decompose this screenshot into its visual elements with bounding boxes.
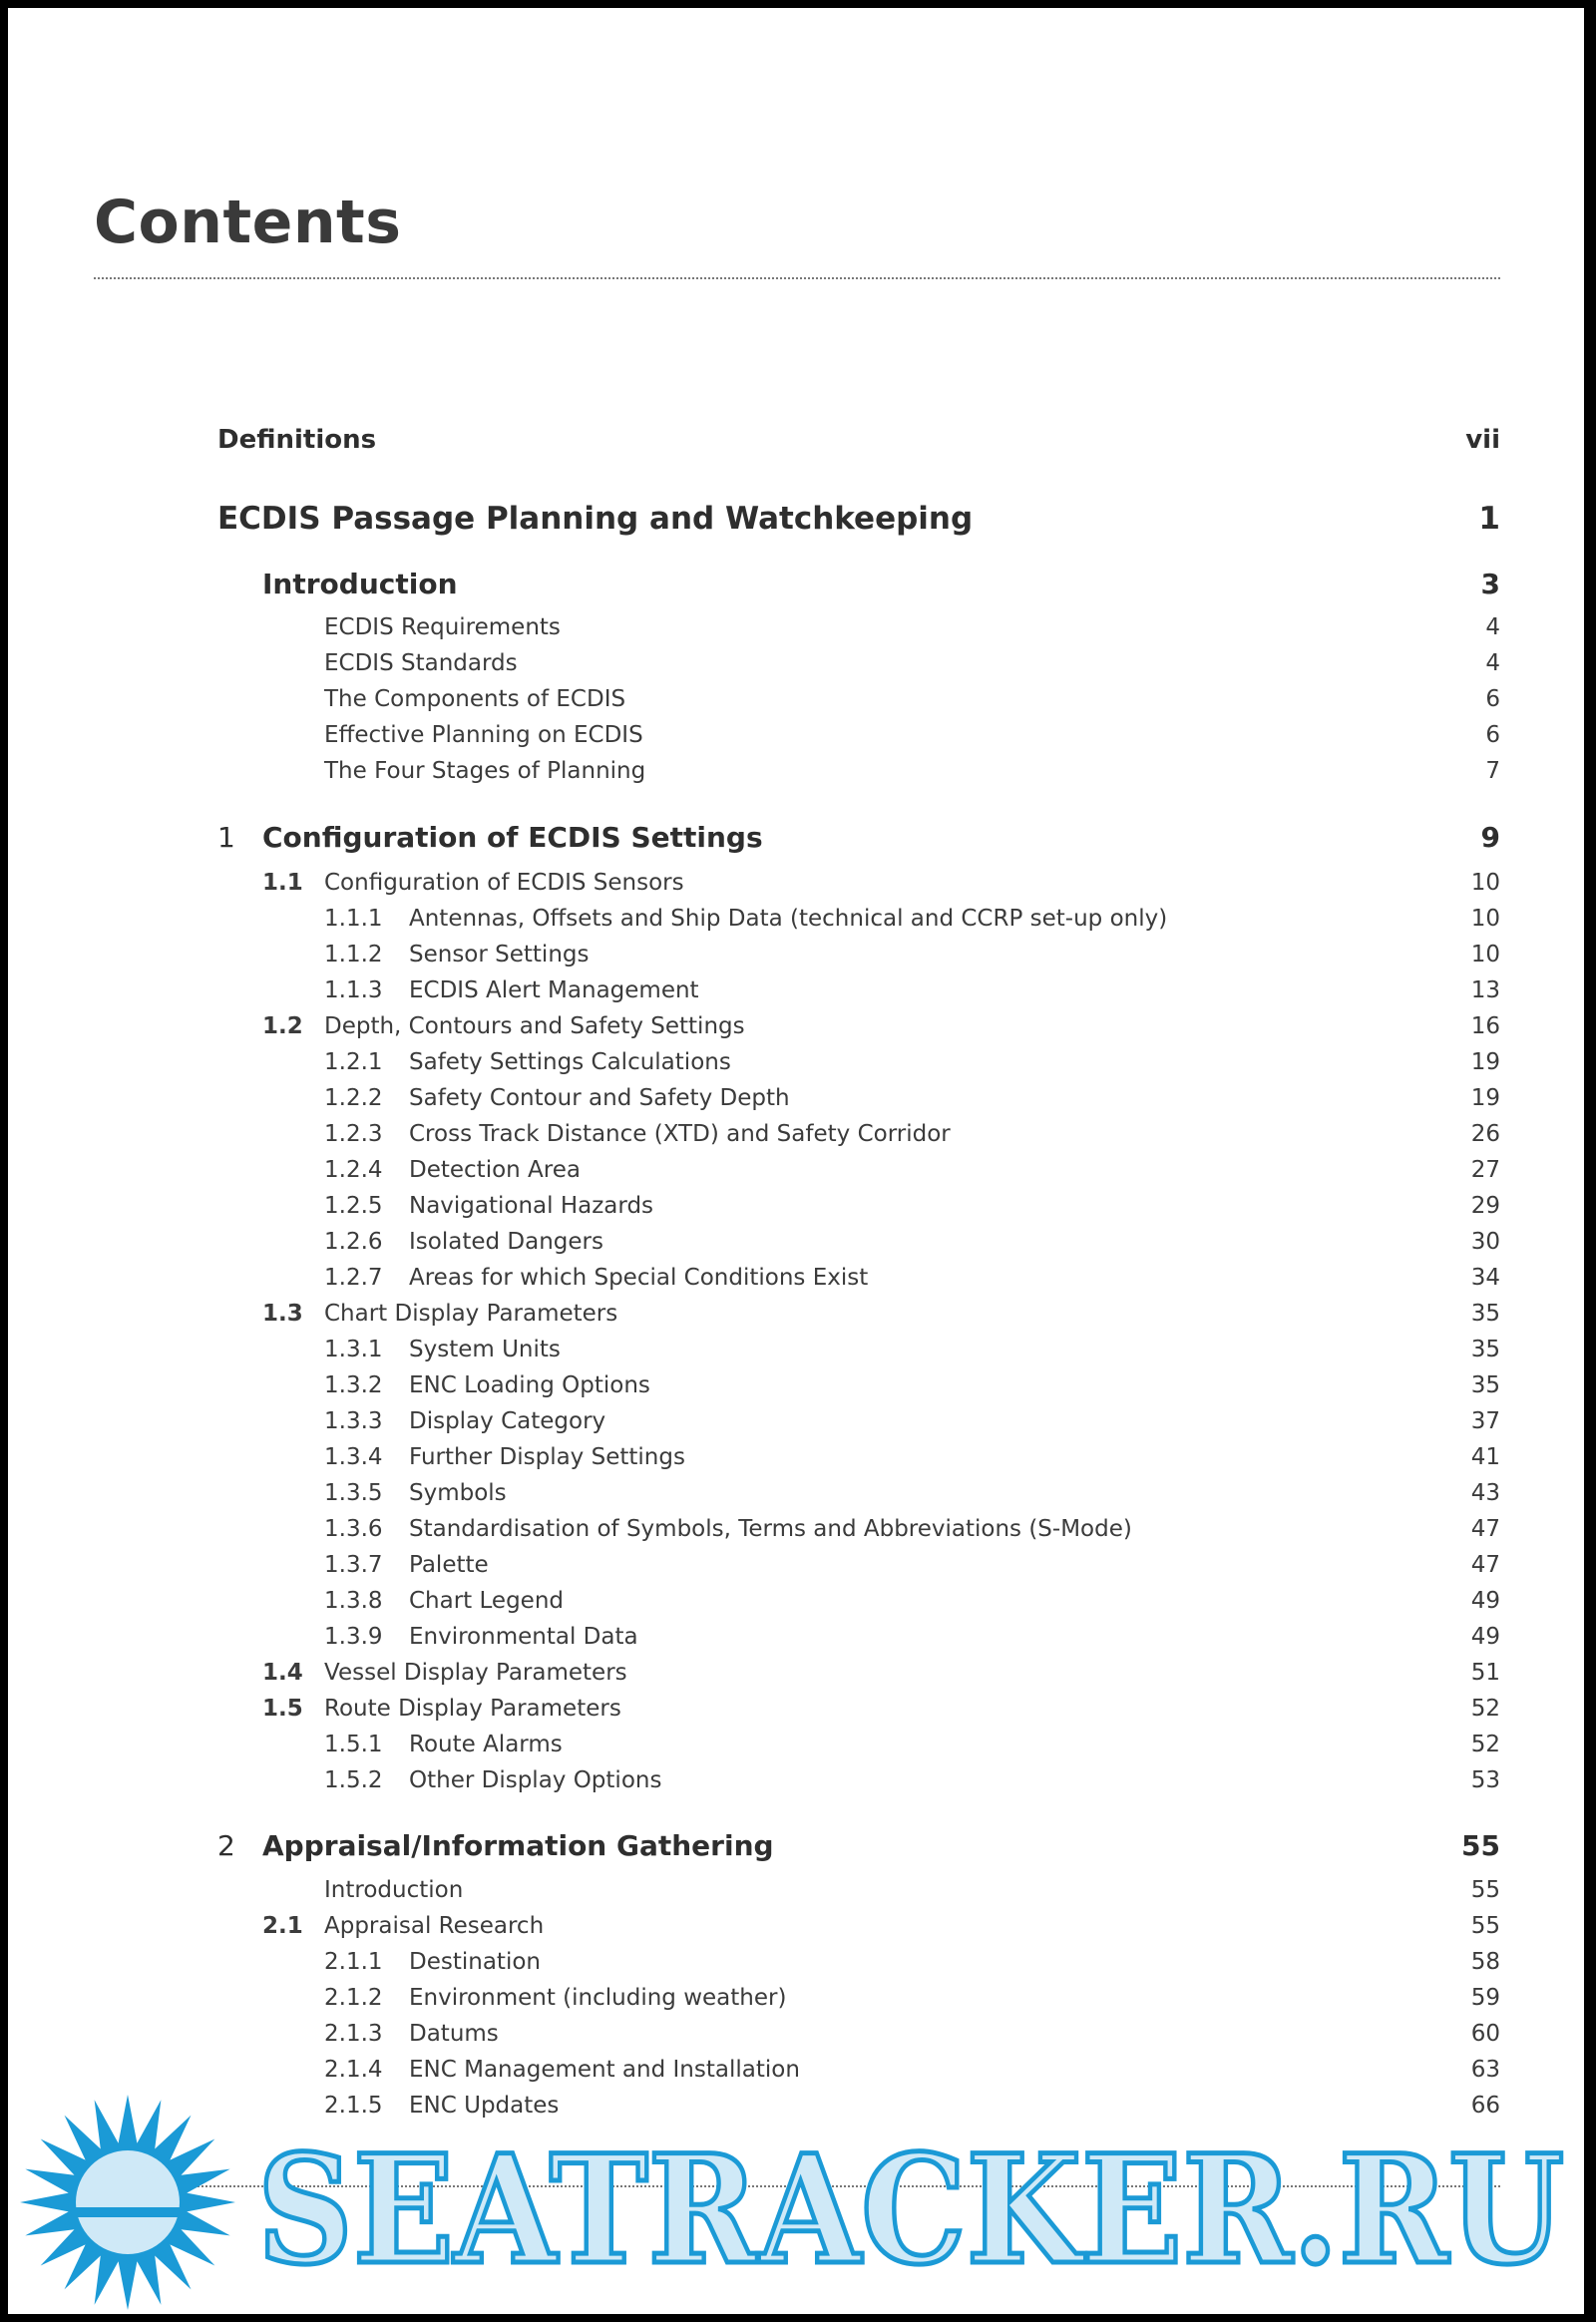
toc-page-number: 51	[1470, 1660, 1500, 1686]
toc-page-number: 35	[1470, 1337, 1500, 1362]
toc-subsection-number: 1.3.3	[324, 1408, 383, 1434]
toc-section-number: 2.1	[262, 1913, 303, 1939]
toc-entry-title: Standardisation of Symbols, Terms and Abbreviations (S-Mode)	[409, 1516, 1132, 1542]
toc-entry-title: Route Display Parameters	[324, 1696, 621, 1722]
toc-chapter-number: 2	[217, 1829, 235, 1862]
toc-page-number: 4	[1485, 614, 1500, 640]
toc-page-number: 43	[1470, 1480, 1500, 1506]
toc-page-number: 1	[1478, 501, 1500, 537]
toc-subsection-number: 1.2.4	[324, 1157, 383, 1183]
toc-entry-title: Areas for which Special Conditions Exist	[409, 1265, 869, 1291]
toc-page-number: 66	[1470, 2093, 1500, 2119]
toc-page-number: 26	[1470, 1121, 1500, 1147]
toc-subsection-number: 1.1.3	[324, 977, 383, 1003]
toc-page-number: 6	[1485, 686, 1500, 712]
toc-page-number: 63	[1470, 2057, 1500, 2083]
toc-subsection-number: 1.2.1	[324, 1049, 383, 1075]
toc-page-number: 49	[1470, 1588, 1500, 1614]
toc-entry-title: Configuration of ECDIS Sensors	[324, 870, 684, 896]
toc-entry-title: System Units	[409, 1337, 561, 1362]
toc-subsection-number: 1.3.5	[324, 1480, 383, 1506]
toc-page-number: 9	[1480, 821, 1500, 854]
toc-entry-title: Route Alarms	[409, 1732, 563, 1757]
toc-page-number: 16	[1470, 1013, 1500, 1039]
toc-subsection-number: 1.3.7	[324, 1552, 383, 1578]
toc-page-number: 53	[1470, 1767, 1500, 1793]
toc-subsection-number: 1.2.5	[324, 1193, 383, 1219]
sun-burst-icon	[20, 2095, 235, 2310]
toc-page-number: 7	[1485, 758, 1500, 784]
toc-subsection-number: 1.2.7	[324, 1265, 383, 1291]
toc-page-number: vii	[1465, 425, 1500, 455]
toc-page-number: 60	[1470, 2021, 1500, 2047]
toc-chapter-number: 1	[217, 821, 235, 854]
toc-page-number: 55	[1470, 1877, 1500, 1903]
toc-subsection-number: 1.2.2	[324, 1085, 383, 1111]
watermark	[8, 2093, 1584, 2314]
toc-entry-title: Further Display Settings	[409, 1444, 685, 1470]
toc-entry-title: Navigational Hazards	[409, 1193, 654, 1219]
footer-page-number: iii	[1472, 2208, 1489, 2232]
toc-page-number: 34	[1470, 1265, 1500, 1291]
watermark-text: SEATRACKER.RU	[257, 2123, 1564, 2298]
toc-entry-title: Appraisal/Information Gathering	[262, 1829, 774, 1862]
toc-subsection-number: 1.5.2	[324, 1767, 383, 1793]
toc-entry-title: ECDIS Passage Planning and Watchkeeping	[217, 501, 974, 537]
toc-page-number: 10	[1470, 870, 1500, 896]
toc-section-number: 1.1	[262, 870, 303, 896]
toc-page-number: 6	[1485, 722, 1500, 748]
toc-subsection-number: 2.1.5	[324, 2093, 383, 2119]
toc-page-number: 3	[1480, 568, 1500, 600]
toc-page-number: 27	[1470, 1157, 1500, 1183]
table-of-contents	[8, 8, 1584, 2314]
toc-entry-title: ENC Loading Options	[409, 1372, 650, 1398]
toc-subsection-number: 1.3.1	[324, 1337, 383, 1362]
toc-entry-title: Environmental Data	[409, 1624, 638, 1650]
toc-page-number: 37	[1470, 1408, 1500, 1434]
toc-page-number: 58	[1470, 1949, 1500, 1975]
page-title: Contents	[94, 188, 402, 257]
toc-section-number: 1.5	[262, 1696, 303, 1722]
toc-page-number: 29	[1470, 1193, 1500, 1219]
toc-subsection-number: 1.3.6	[324, 1516, 383, 1542]
toc-entry-title: Definitions	[217, 425, 377, 455]
toc-subsection-number: 1.1.2	[324, 942, 383, 968]
toc-page-number: 19	[1470, 1085, 1500, 1111]
toc-page-number: 47	[1470, 1516, 1500, 1542]
toc-entry-title: Antennas, Offsets and Ship Data (technical and CCRP set-up only)	[409, 906, 1168, 932]
toc-entry-title: Destination	[409, 1949, 541, 1975]
toc-page-number: 55	[1461, 1829, 1500, 1862]
toc-subsection-number: 1.2.3	[324, 1121, 383, 1147]
toc-entry-title: Sensor Settings	[409, 942, 590, 968]
toc-page-number: 59	[1470, 1985, 1500, 2011]
toc-entry-title: The Four Stages of Planning	[324, 758, 646, 784]
toc-page-number: 41	[1470, 1444, 1500, 1470]
toc-entry-title: Isolated Dangers	[409, 1229, 603, 1255]
toc-entry-title: Cross Track Distance (XTD) and Safety Corridor	[409, 1121, 951, 1147]
toc-subsection-number: 1.3.4	[324, 1444, 383, 1470]
toc-page-number: 49	[1470, 1624, 1500, 1650]
toc-entry-title: Detection Area	[409, 1157, 581, 1183]
toc-entry-title: Appraisal Research	[324, 1913, 545, 1939]
toc-page-number: 35	[1470, 1301, 1500, 1327]
toc-subsection-number: 2.1.3	[324, 2021, 383, 2047]
toc-page-number: 30	[1470, 1229, 1500, 1255]
toc-entry-title: Other Display Options	[409, 1767, 662, 1793]
toc-page-number: 10	[1470, 942, 1500, 968]
toc-entry-title: Depth, Contours and Safety Settings	[324, 1013, 745, 1039]
toc-page-number: 4	[1485, 650, 1500, 676]
toc-subsection-number: 2.1.1	[324, 1949, 383, 1975]
toc-entry-title: Chart Display Parameters	[324, 1301, 618, 1327]
toc-entry-title: Effective Planning on ECDIS	[324, 722, 643, 748]
toc-page-number: 19	[1470, 1049, 1500, 1075]
toc-entry-title: Symbols	[409, 1480, 507, 1506]
toc-section-number: 1.3	[262, 1301, 303, 1327]
toc-entry-title: Palette	[409, 1552, 489, 1578]
toc-page-number: 10	[1470, 906, 1500, 932]
toc-subsection-number: 1.3.2	[324, 1372, 383, 1398]
toc-entry-title: Chart Legend	[409, 1588, 565, 1614]
toc-entry-title: Configuration of ECDIS Settings	[262, 821, 763, 854]
toc-entry-title: ECDIS Alert Management	[409, 977, 699, 1003]
toc-page-number: 35	[1470, 1372, 1500, 1398]
toc-entry-title: ENC Updates	[409, 2093, 560, 2119]
toc-subsection-number: 1.3.8	[324, 1588, 383, 1614]
toc-section-number: 1.2	[262, 1013, 303, 1039]
toc-page-number: 47	[1470, 1552, 1500, 1578]
toc-entry-title: Safety Settings Calculations	[409, 1049, 731, 1075]
toc-page-number: 52	[1470, 1696, 1500, 1722]
toc-entry-title: Environment (including weather)	[409, 1985, 787, 2011]
toc-entry-title: ENC Management and Installation	[409, 2057, 800, 2083]
toc-subsection-number: 1.1.1	[324, 906, 383, 932]
toc-entry-title: The Components of ECDIS	[324, 686, 626, 712]
toc-entry-title: Safety Contour and Safety Depth	[409, 1085, 790, 1111]
toc-entry-title: ECDIS Requirements	[324, 614, 561, 640]
toc-entry-title: Introduction	[324, 1877, 464, 1903]
toc-entry-title: Vessel Display Parameters	[324, 1660, 627, 1686]
toc-page-number: 55	[1470, 1913, 1500, 1939]
toc-page-number: 13	[1470, 977, 1500, 1003]
toc-entry-title: Introduction	[262, 568, 458, 600]
toc-page-number: 52	[1470, 1732, 1500, 1757]
toc-entry-title: Display Category	[409, 1408, 606, 1434]
toc-subsection-number: 1.2.6	[324, 1229, 383, 1255]
toc-entry-title: ECDIS Standards	[324, 650, 518, 676]
toc-subsection-number: 1.5.1	[324, 1732, 383, 1757]
toc-subsection-number: 2.1.2	[324, 1985, 383, 2011]
toc-section-number: 1.4	[262, 1660, 303, 1686]
toc-subsection-number: 1.3.9	[324, 1624, 383, 1650]
contents-page	[8, 8, 1584, 2314]
toc-subsection-number: 2.1.4	[324, 2057, 383, 2083]
toc-entry-title: Datums	[409, 2021, 499, 2047]
